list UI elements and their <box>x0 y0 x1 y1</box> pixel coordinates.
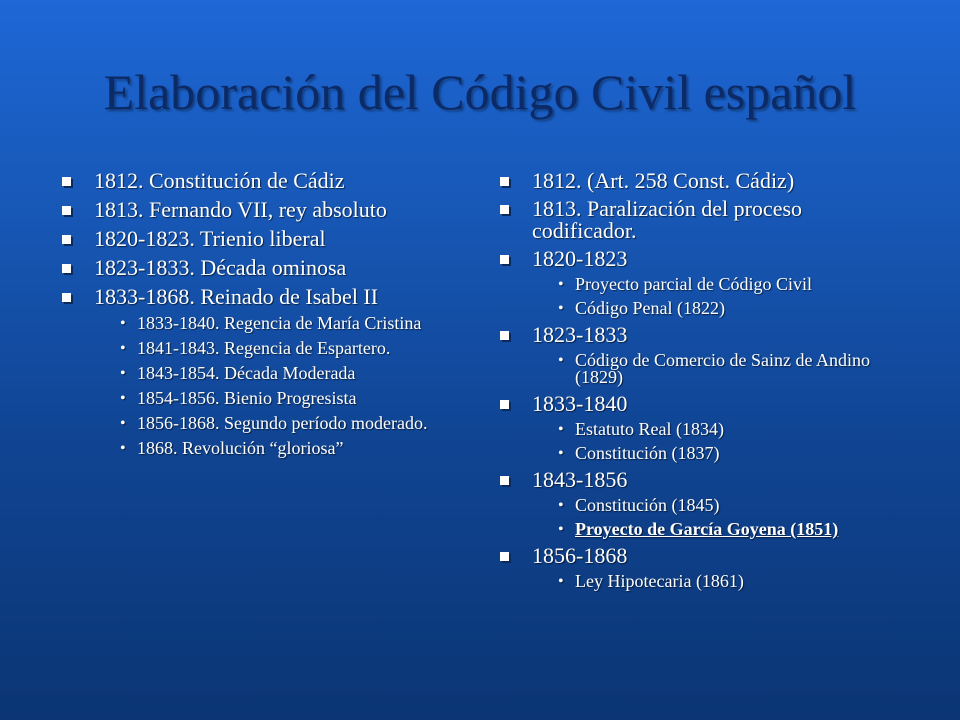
list-item <box>62 228 462 250</box>
square-bullet-icon <box>62 235 71 244</box>
list-item-text: 1823-1833. Década ominosa <box>94 255 347 280</box>
list-item <box>500 198 910 242</box>
right-column <box>500 170 910 597</box>
square-bullet-icon <box>500 552 509 561</box>
sub-list-item <box>62 440 462 457</box>
dot-bullet-icon: • <box>558 300 564 317</box>
square-bullet-icon <box>62 177 71 186</box>
sub-list-item <box>62 315 462 332</box>
sub-list-item <box>62 390 462 407</box>
list-item-text: 1823-1833 <box>532 322 628 347</box>
list-item-text: 1856-1868 <box>532 543 628 568</box>
sub-list-item-text: 1843-1854. Década Moderada <box>137 363 356 383</box>
slide-title: Elaboración del Código Civil español <box>103 64 857 120</box>
list-item <box>500 248 910 270</box>
sub-list-item-text: 1833-1840. Regencia de María Cristina <box>137 313 422 333</box>
sub-list-item-text: Proyecto parcial de Código Civil <box>575 274 812 294</box>
sub-list-item-text: Constitución (1837) <box>575 443 720 463</box>
square-bullet-icon <box>500 476 509 485</box>
sub-list-item-text: 1868. Revolución “gloriosa” <box>137 438 344 458</box>
sub-list-item <box>500 497 910 514</box>
square-bullet-icon <box>62 264 71 273</box>
dot-bullet-icon: • <box>120 315 126 332</box>
sub-list-item-text: Constitución (1845) <box>575 495 720 515</box>
list-item-text: 1812. (Art. 258 Const. Cádiz) <box>532 168 795 193</box>
dot-bullet-icon: • <box>120 415 126 432</box>
list-item-text: 1833-1868. Reinado de Isabel II <box>94 284 379 309</box>
list-item-text: 1843-1856 <box>532 467 628 492</box>
sub-list-item-text: Ley Hipotecaria (1861) <box>575 571 744 591</box>
square-bullet-icon <box>62 206 71 215</box>
square-bullet-icon <box>500 205 509 214</box>
list-item <box>500 545 910 567</box>
square-bullet-icon <box>62 293 71 302</box>
list-item-text: 1812. Constitución de Cádiz <box>94 168 345 193</box>
dot-bullet-icon: • <box>558 521 564 538</box>
sub-list-item <box>500 573 910 590</box>
sub-list-item <box>62 365 462 382</box>
dot-bullet-icon: • <box>558 573 564 590</box>
dot-bullet-icon: • <box>558 276 564 293</box>
list-item-text: 1833-1840 <box>532 391 628 416</box>
sub-list-item <box>500 276 910 293</box>
sub-list-item-text: 1856-1868. Segundo período moderado. <box>137 413 428 433</box>
sub-list-item <box>500 421 910 438</box>
sub-list-item <box>500 521 910 538</box>
dot-bullet-icon: • <box>558 445 564 462</box>
dot-bullet-icon: • <box>120 440 126 457</box>
list-item <box>500 393 910 415</box>
highlighted-item-text: Proyecto de García Goyena (1851) <box>575 519 839 539</box>
dot-bullet-icon: • <box>120 390 126 407</box>
dot-bullet-icon: • <box>558 497 564 514</box>
dot-bullet-icon: • <box>558 352 564 369</box>
dot-bullet-icon: • <box>558 421 564 438</box>
dot-bullet-icon: • <box>120 365 126 382</box>
sub-list-item-text: Código Penal (1822) <box>575 298 725 318</box>
sub-list-item <box>62 415 462 432</box>
sub-list-item-text: 1841-1843. Regencia de Espartero. <box>137 338 391 358</box>
list-item <box>62 286 462 308</box>
sub-list-item-text: Código de Comercio de Sainz de Andino (1829) <box>575 350 870 387</box>
dot-bullet-icon: • <box>120 340 126 357</box>
square-bullet-icon <box>500 400 509 409</box>
sub-list-item <box>500 445 910 462</box>
sub-list-item <box>500 352 910 386</box>
square-bullet-icon <box>500 177 509 186</box>
list-item-text: 1820-1823 <box>532 246 628 271</box>
sub-list-item <box>62 340 462 357</box>
sub-list-item <box>500 300 910 317</box>
list-item <box>500 170 910 192</box>
square-bullet-icon <box>500 255 509 264</box>
list-item <box>62 199 462 221</box>
list-item-text: 1813. Fernando VII, rey absoluto <box>94 197 387 222</box>
list-item-text: 1813. Paralización del proceso codificador. <box>532 196 803 243</box>
list-item <box>500 324 910 346</box>
square-bullet-icon <box>500 331 509 340</box>
list-item <box>500 469 910 491</box>
sub-list-item-text: Estatuto Real (1834) <box>575 419 724 439</box>
list-item-text: 1820-1823. Trienio liberal <box>94 226 326 251</box>
list-item <box>62 257 462 279</box>
list-item <box>62 170 462 192</box>
sub-list-item-text: 1854-1856. Bienio Progresista <box>137 388 357 408</box>
left-column <box>62 170 462 465</box>
